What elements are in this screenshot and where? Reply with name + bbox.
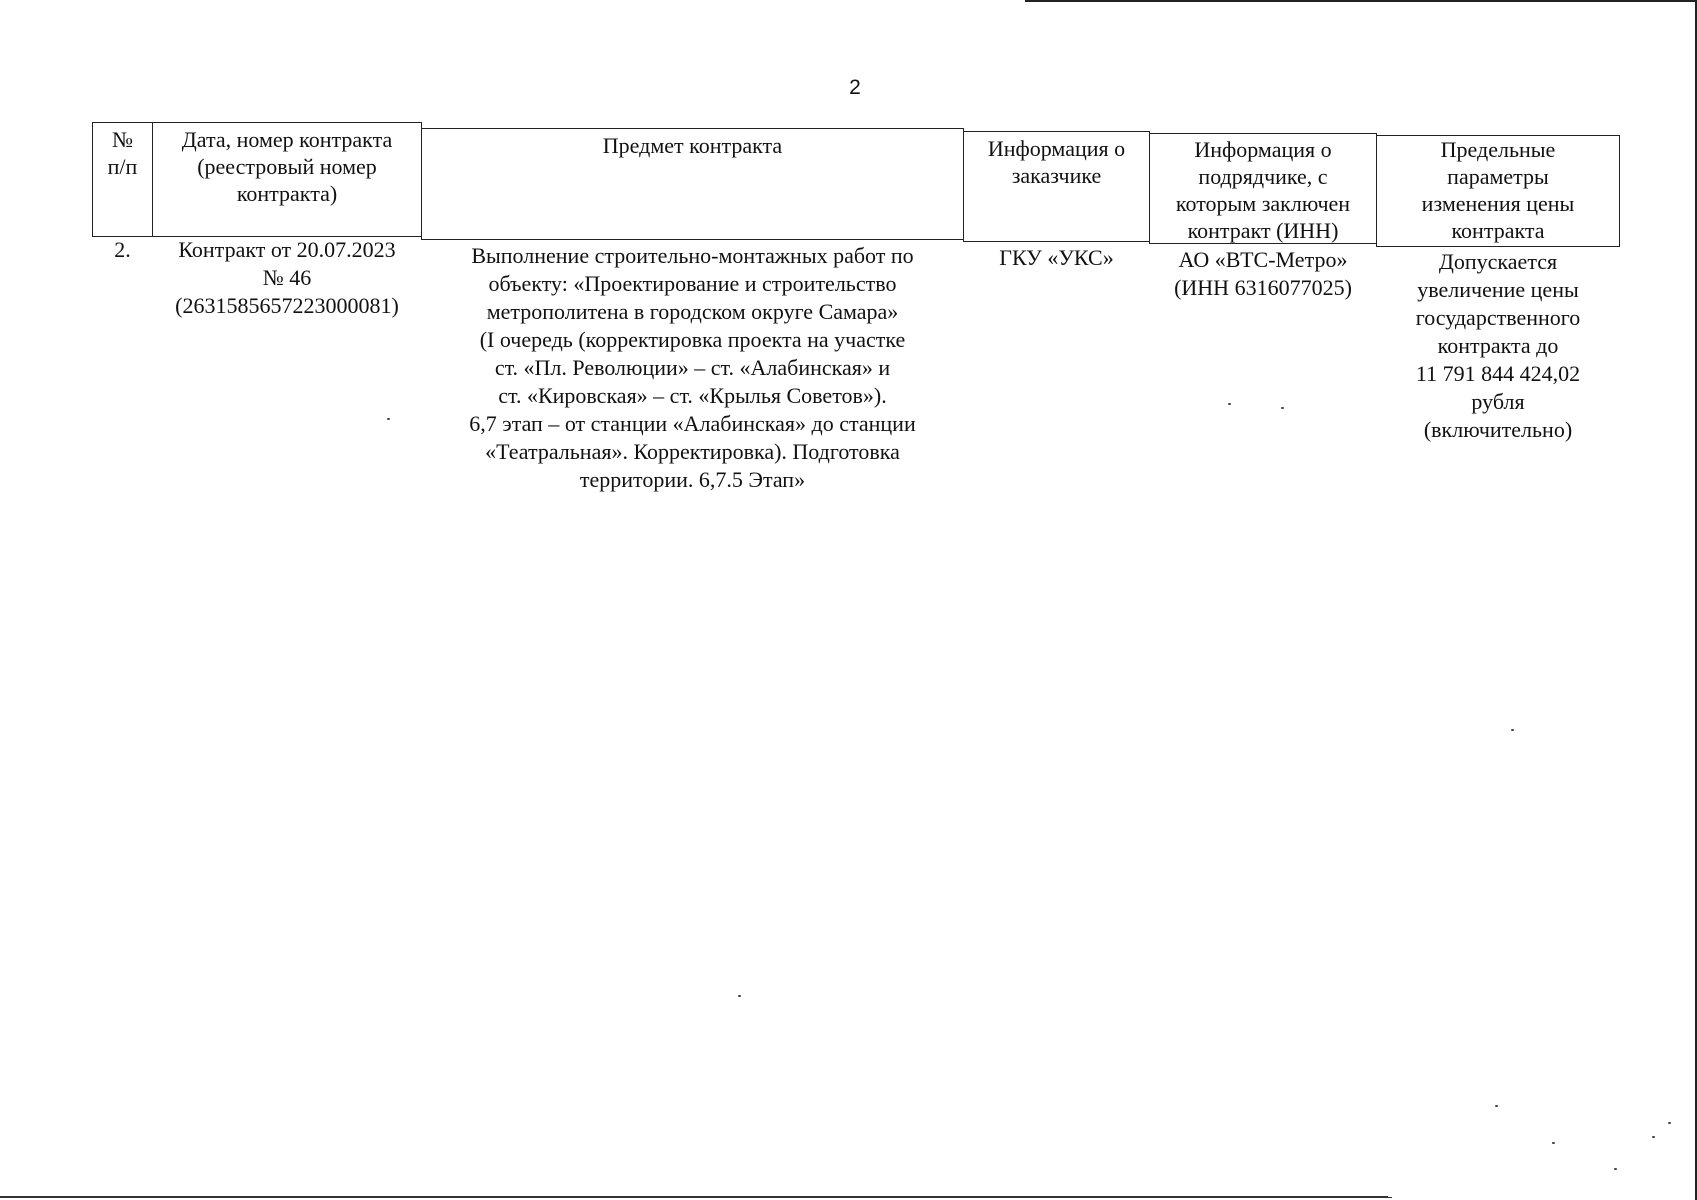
header-cell-number	[92, 122, 153, 237]
row-price-line-5: 11 791 844 424,02	[1415, 361, 1581, 386]
row-price-line-1: Допускается	[1438, 249, 1558, 274]
header-contractor-line-3: которым заключен	[1175, 191, 1351, 216]
scan-edge-bottom-segment	[1362, 1197, 1392, 1198]
row-number-cell	[92, 236, 153, 264]
row-subject-line-8: «Театральная». Корректировка). Подготовка	[485, 439, 900, 464]
header-contractor-line-2: подрядчике, с	[1198, 164, 1328, 189]
header-cell-contractor	[1149, 133, 1377, 244]
row-contract-line-1: Контракт от 20.07.2023	[178, 237, 396, 262]
header-price-line-4: контракта	[1451, 218, 1545, 243]
row-contract-line-2: № 46	[262, 265, 312, 290]
header-number-line-1: №	[112, 127, 133, 152]
header-contractor-line-1: Информация о	[1194, 137, 1332, 162]
scan-speck	[1511, 729, 1514, 731]
header-cell-customer	[963, 131, 1150, 242]
row-contractor-cell	[1149, 246, 1377, 302]
header-price-line-3: изменения цены	[1421, 191, 1575, 216]
header-price-line-2: параметры	[1447, 164, 1549, 189]
row-subject-line-1: Выполнение строительно-монтажных работ по	[471, 243, 914, 268]
header-customer-line-1: Информация о	[987, 136, 1126, 161]
header-cell-contract	[152, 122, 422, 237]
header-cell-subject	[421, 128, 964, 240]
scan-edge-bottom	[0, 1196, 1388, 1198]
row-price-line-3: государственного	[1415, 305, 1581, 330]
header-contract-line-1: Дата, номер контракта	[181, 127, 393, 152]
row-contractor-line-1: АО «ВТС-Метро»	[1178, 247, 1348, 272]
row-number: 2.	[114, 237, 131, 262]
header-contract-line-3: контракта)	[236, 181, 338, 206]
row-price-limits-cell	[1376, 248, 1620, 444]
row-subject-line-6: ст. «Кировская» – ст. «Крылья Советов»).	[498, 383, 887, 408]
scan-speck	[1495, 1105, 1498, 1107]
header-price-line-1: Предельные	[1440, 137, 1556, 162]
row-customer-line-1: ГКУ «УКС»	[999, 245, 1114, 270]
row-subject-line-3: метрополитена в городском округе Самара»	[486, 299, 899, 324]
row-subject-line-4: (I очередь (корректировка проекта на участке	[479, 327, 906, 352]
row-subject-line-5: ст. «Пл. Революции» – ст. «Алабинская» и	[494, 355, 891, 380]
scan-speck	[1614, 1168, 1617, 1170]
page-number: 2	[849, 76, 861, 99]
scan-edge-top	[1025, 0, 1697, 2]
header-contractor-line-4: контракт (ИНН)	[1187, 218, 1339, 243]
header-number-line-2: п/п	[107, 154, 138, 179]
header-customer-line-2: заказчике	[1011, 163, 1102, 188]
scan-speck	[1228, 403, 1231, 405]
scan-speck	[738, 995, 741, 997]
header-cell-price-limits	[1376, 135, 1620, 247]
row-contract-cell	[152, 236, 422, 320]
row-customer-cell	[963, 244, 1150, 272]
row-contractor-line-2: (ИНН 6316077025)	[1174, 275, 1352, 300]
header-contract-line-2: (реестровый номер	[197, 154, 377, 179]
header-subject-line-1: Предмет контракта	[602, 133, 783, 158]
scan-speck	[1668, 1122, 1671, 1124]
scan-speck	[1552, 1142, 1555, 1144]
row-subject-cell	[421, 242, 964, 494]
scan-speck	[1281, 407, 1284, 409]
row-price-line-7: (включительно)	[1423, 417, 1573, 442]
row-price-line-4: контракта до	[1437, 333, 1559, 358]
scan-speck	[387, 418, 390, 420]
row-subject-line-7: 6,7 этап – от станции «Алабинская» до станции	[469, 411, 916, 436]
row-contract-line-3: (2631585657223000081)	[175, 293, 399, 318]
row-subject-line-2: объекту: «Проектирование и строительство	[488, 271, 897, 296]
scan-speck	[1652, 1136, 1655, 1138]
row-price-line-6: рубля	[1471, 389, 1525, 414]
row-price-line-2: увеличение цены	[1417, 277, 1579, 302]
row-subject-line-9: территории. 6,7.5 Этап»	[579, 467, 806, 492]
